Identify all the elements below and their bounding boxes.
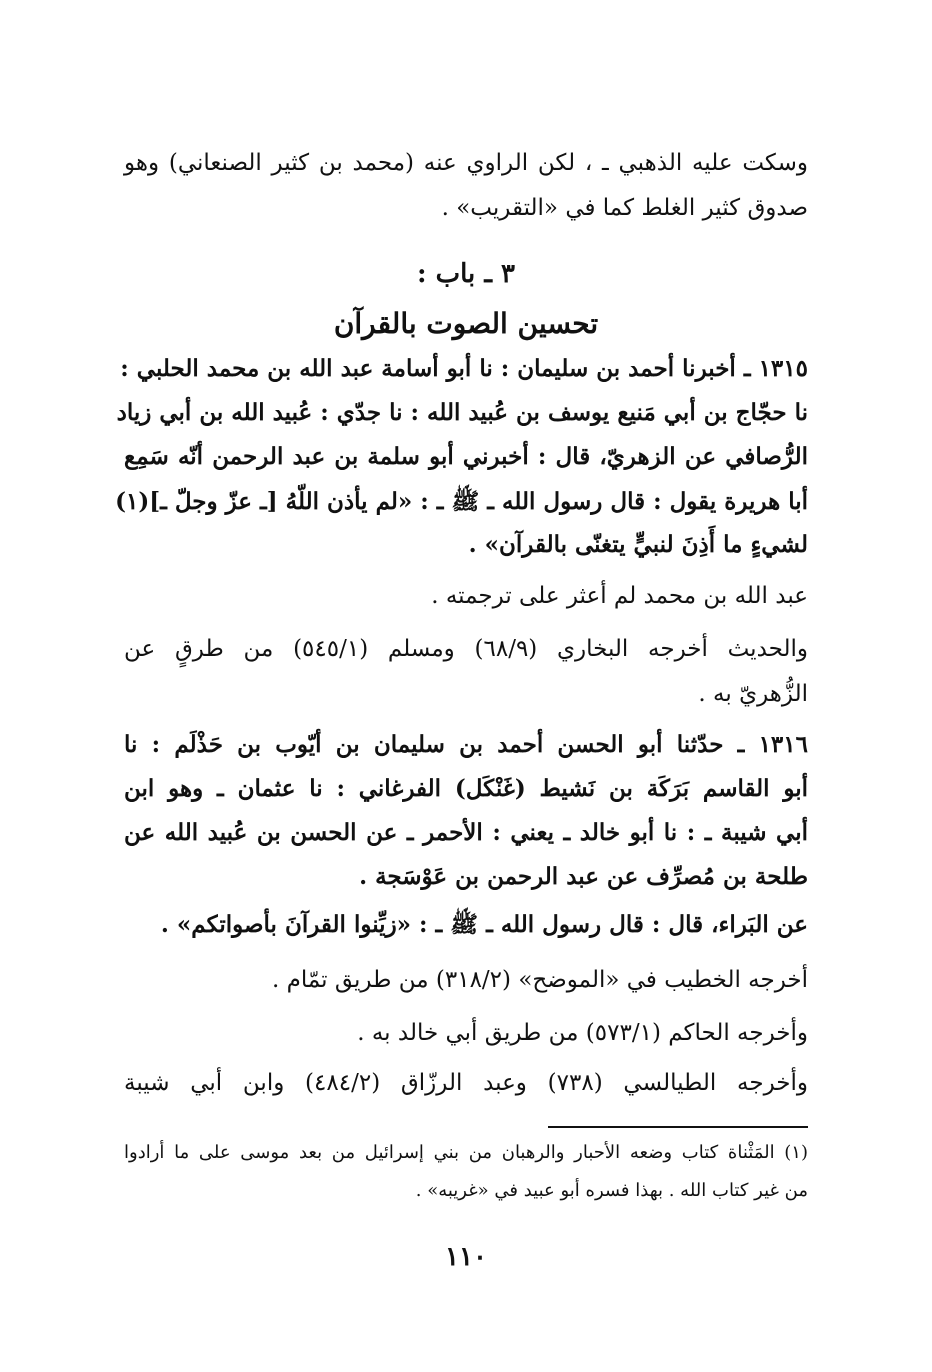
note-line: والحديث أخرجه البخاري (٦٨/٩) ومسلم (٥٤٥/١) من طرقٍ عن xyxy=(124,636,808,662)
hadith-line: أبو القاسم بَرَكَة بن نَشيط (غَنْكَل) الفرغاني : نا عثمان ـ وهو ابن xyxy=(124,775,808,802)
page-number: ١١٠ xyxy=(445,1242,487,1272)
text-line: وسكت عليه الذهبي ـ ، لكن الراوي عنه (محمد بن كثير الصنعاني) وهو xyxy=(124,150,808,176)
hadith-line: عن البَراء، قال : قال رسول الله ـ ﷺ ـ : «زيِّنوا القرآنَ بأصواتكم» . xyxy=(160,911,808,938)
note-line: وأخرجه الحاكم (٥٧٣/١) من طريق أبي خالد به . xyxy=(357,1020,808,1046)
footnote-divider xyxy=(548,1126,808,1128)
note-line: وأخرجه الطيالسي (٧٣٨) وعبد الرزّاق (٤٨٤/٢) وابن أبي شيبة xyxy=(124,1070,808,1096)
chapter-number: ٣ ـ باب : xyxy=(417,259,515,289)
hadith-line: ١٣١٦ ـ حدّثنا أبو الحسن أحمد بن سليمان بن أيّوب بن حَذْلَم : نا xyxy=(124,731,808,758)
note-line: الزُّهريّ به . xyxy=(698,681,808,707)
hadith-line: نا حجّاج بن أبي مَنيع يوسف بن عُبيد الله : نا جدّي : عُبيد الله بن أبي زياد xyxy=(116,399,808,426)
hadith-line: ١٣١٥ ـ أخبرنا أحمد بن سليمان : نا أبو أسامة عبد الله بن محمد الحلبي : xyxy=(120,355,808,382)
hadith-line: طلحة بن مُصرِّف عن عبد الرحمن بن عَوْسَجة . xyxy=(359,863,808,890)
hadith-line: الرُّصافي عن الزهريّ، قال : أخبرني أبو سلمة بن عبد الرحمن أنّه سَمِع xyxy=(124,443,808,470)
hadith-line: أبا هريرة يقول : قال رسول الله ـ ﷺ ـ : «لم يأذن اللّهُ [ـ عزّ وجلّ ـ](١) xyxy=(115,488,808,515)
footnote-line: من غير كتاب الله . بهذا فسره أبو عبيد في «غريبه» . xyxy=(415,1180,808,1201)
hadith-line: أبي شيبة ـ : نا أبو خالد ـ يعني : الأحمر ـ عن الحسن بن عُبيد الله عن xyxy=(124,819,808,846)
chapter-title: تحسين الصوت بالقرآن xyxy=(333,307,599,340)
hadith-line: لشيءٍ ما أَذِنَ لنبيٍّ يتغنّى بالقرآن» . xyxy=(468,531,808,558)
text-line: صدوق كثير الغلط كما في «التقريب» . xyxy=(441,195,808,221)
note-line: أخرجه الخطيب في «الموضح» (٣١٨/٢) من طريق تمّام . xyxy=(271,967,808,993)
footnote-line: (١) المَثْناة كتاب وضعه الأحبار والرهبان من بني إسرائيل من بعد موسى على ما أرادوا xyxy=(124,1142,808,1163)
note-line: عبد الله بن محمد لم أعثر على ترجمته . xyxy=(431,583,808,609)
